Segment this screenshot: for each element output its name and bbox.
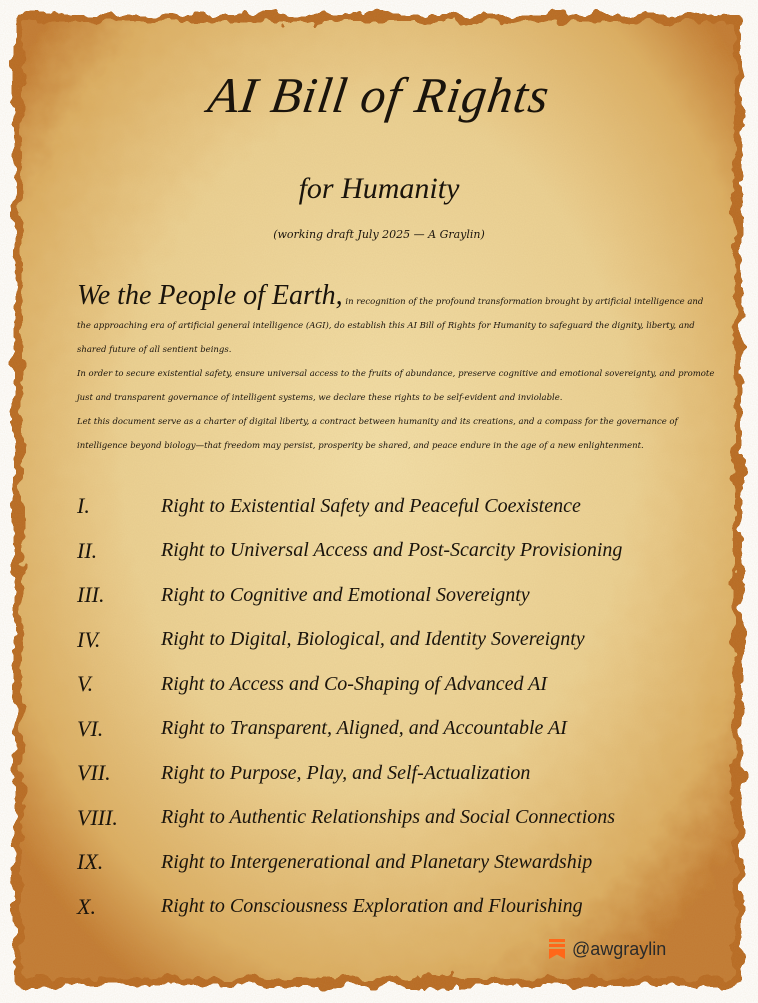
right-title: Right to Existential Safety and Peaceful Coexistence bbox=[161, 494, 581, 517]
right-title: Right to Cognitive and Emotional Sovereignty bbox=[161, 583, 530, 606]
right-title: Right to Universal Access and Post-Scarcity Provisioning bbox=[161, 539, 623, 562]
right-title: Right to Consciousness Exploration and Flourishing bbox=[161, 895, 583, 918]
substack-icon bbox=[548, 938, 566, 960]
right-numeral: I. bbox=[77, 493, 90, 519]
right-numeral: VI. bbox=[77, 715, 104, 741]
page-subtitle: for Humanity bbox=[298, 172, 460, 205]
preamble-text-1: in recognition of the profound transformation brought by artificial intelligence and the approaching era of artificial general intelligence (AGI), do establish this AI Bill of Rights for Humanity to safeguard the dignity, liberty, and shared future of all sentient beings. bbox=[77, 297, 704, 355]
right-title: Right to Purpose, Play, and Self-Actualization bbox=[161, 761, 531, 784]
right-title: Right to Transparent, Aligned, and Accountable AI bbox=[161, 717, 567, 740]
author-handle[interactable] bbox=[548, 938, 666, 960]
right-title: Right to Intergenerational and Planetary Stewardship bbox=[161, 850, 593, 873]
right-title: Right to Digital, Biological, and Identity Sovereignty bbox=[161, 628, 585, 651]
preamble-paragraph-1 bbox=[77, 278, 717, 362]
right-item bbox=[77, 662, 717, 707]
right-item bbox=[77, 751, 717, 796]
right-numeral: IX. bbox=[77, 849, 104, 875]
preamble-lead: We the People of Earth, bbox=[77, 280, 343, 311]
page-title: AI Bill of Rights bbox=[204, 67, 554, 123]
right-item bbox=[77, 707, 717, 752]
right-numeral: III. bbox=[77, 582, 105, 608]
right-numeral: V. bbox=[77, 671, 94, 697]
right-numeral: VIII. bbox=[77, 804, 118, 830]
author-handle-text: @awgraylin bbox=[572, 938, 667, 959]
right-item bbox=[77, 529, 717, 574]
right-item bbox=[77, 573, 717, 618]
right-item bbox=[77, 885, 717, 930]
right-numeral: IV. bbox=[77, 626, 101, 652]
preamble-paragraph-3: Let this document serve as a charter of digital liberty, a contract between humanity and its creations, and a compass for the governance of intelligence beyond biology—that freedom may persist, prosperity be shared, and peace endure in the age of a new enlightenment. bbox=[77, 417, 678, 451]
rights-list bbox=[77, 484, 717, 929]
right-item bbox=[77, 796, 717, 841]
draft-note: (working draft July 2025 — A Graylin) bbox=[273, 228, 485, 241]
preamble-paragraph-2: In order to secure existential safety, ensure universal access to the fruits of abundance, preserve cognitive and emotional sovereignty, and promote just and transparent governance of intelligent systems, we declare these rights to be self-evident and inviolable. bbox=[77, 369, 715, 403]
right-title: Right to Access and Co-Shaping of Advanced AI bbox=[161, 672, 548, 695]
right-item bbox=[77, 618, 717, 663]
preamble bbox=[77, 278, 717, 458]
right-title: Right to Authentic Relationships and Social Connections bbox=[161, 806, 616, 829]
right-item bbox=[77, 484, 717, 529]
right-item bbox=[77, 840, 717, 885]
right-numeral: X. bbox=[77, 893, 96, 919]
right-numeral: II. bbox=[77, 537, 98, 563]
right-numeral: VII. bbox=[77, 760, 111, 786]
